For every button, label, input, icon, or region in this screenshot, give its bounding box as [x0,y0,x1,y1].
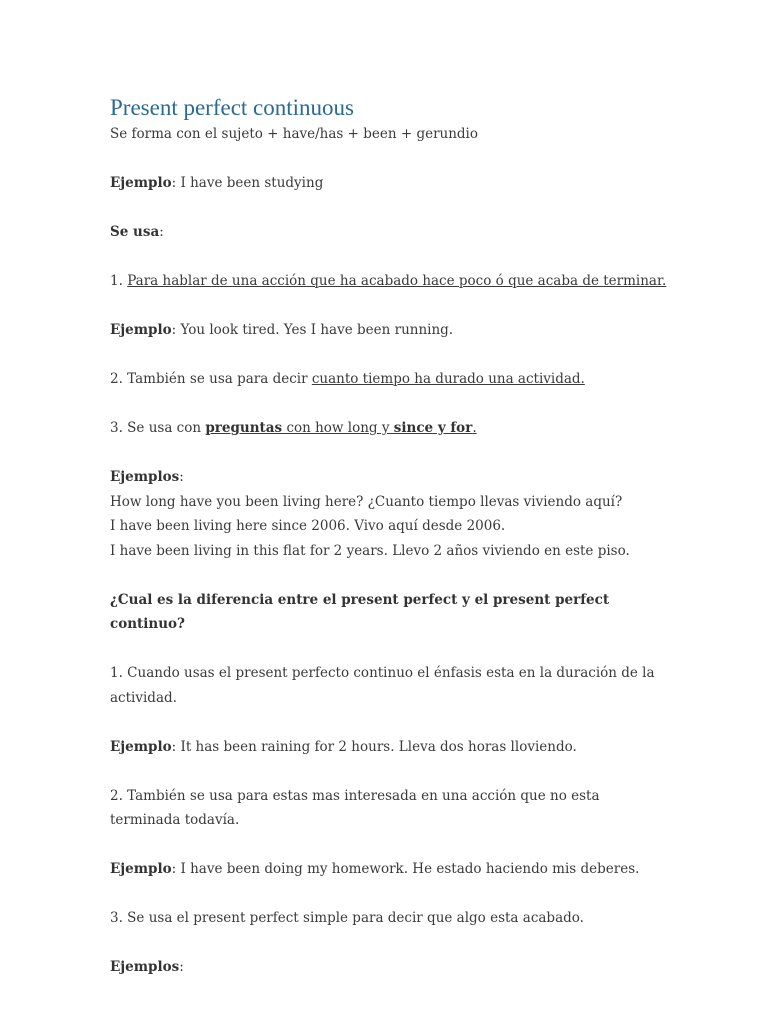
spacer [110,563,670,588]
colon: : [179,469,184,485]
se-usa-heading [110,220,670,245]
se-usa-label: Se usa [110,224,160,240]
spacer [110,392,670,417]
example-text: I have been doing my homework. He estado haciendo mis deberes. [180,861,640,877]
ejemplo-label: Ejemplo [110,175,172,191]
spacer [110,637,670,662]
spacer [110,441,670,466]
example-line: I have been living here since 2006. Vivo aquí desde 2006. [110,518,506,534]
spacer [110,931,670,956]
usage-point-3-underlined [205,420,476,436]
example-studying [110,171,670,196]
document-page [110,94,670,980]
difference-point-1: 1. Cuando usas el present perfecto continuo el énfasis esta en la duración de la actividad. [110,665,655,706]
usage-point-2 [110,367,670,392]
difference-question [110,588,670,637]
ejemplo-label: Ejemplo [110,738,172,755]
example-text: It has been raining for 2 hours. Lleva dos horas lloviendo. [180,738,577,755]
example-raining [110,735,670,760]
usage-point-2-prefix: 2. También se usa para decir [110,371,308,387]
example-text: You look tired. Yes I have been running. [180,322,454,338]
usage-point-1 [110,269,670,294]
preguntas-word: preguntas [205,420,283,436]
spacer [110,882,670,907]
colon: : [171,861,177,877]
usage-point-3-prefix: 3. Se usa con [110,420,202,436]
ejemplos-heading [110,465,670,490]
colon: : [171,175,177,191]
usage-point-1-text: Para hablar de una acción que ha acabado hace poco ó que acaba de terminar. [127,273,667,289]
page-title: Present perfect continuous [110,95,354,120]
colon: : [171,322,177,338]
ejemplos-heading-2 [110,955,670,980]
spacer [110,147,670,172]
ejemplo-label: Ejemplo [110,861,172,877]
ejemplo-label: Ejemplo [110,322,172,338]
spacer [110,294,670,319]
formation-rule: Se forma con el sujeto + have/has + been + gerundio [110,126,479,142]
example-line: How long have you been living here? ¿Cuanto tiempo llevas viviendo aquí? [110,493,623,510]
colon: : [171,738,177,755]
colon: : [179,959,184,975]
example-text: I have been studying [180,175,324,191]
usage-point-2-underlined: cuanto tiempo ha durado una actividad. [311,371,585,387]
example-homework [110,857,670,882]
example-running [110,318,670,343]
usage-point-3 [110,416,670,441]
difference-question-text: ¿Cual es la diferencia entre el present perfect y el present perfect continuo? [110,591,610,632]
ejemplos-label: Ejemplos [110,469,180,485]
spacer [110,710,670,735]
usage-point-3-mid: con how long y [286,420,390,436]
spacer [110,245,670,270]
spacer [110,833,670,858]
example-line: I have been living in this flat for 2 years. Llevo 2 años viviendo en este piso. [110,542,630,559]
spacer [110,759,670,784]
difference-point-3: 3. Se usa el present perfect simple para decir que algo esta acabado. [110,910,584,926]
ejemplos-label: Ejemplos [110,959,180,975]
since-for-words: since y for [393,420,473,436]
colon: : [159,224,164,240]
period: . [472,420,477,436]
spacer [110,343,670,368]
point-number: 1. [110,273,123,289]
difference-point-2: 2. También se usa para estas mas interesada en una acción que no esta terminada todavía. [110,787,600,828]
spacer [110,196,670,221]
